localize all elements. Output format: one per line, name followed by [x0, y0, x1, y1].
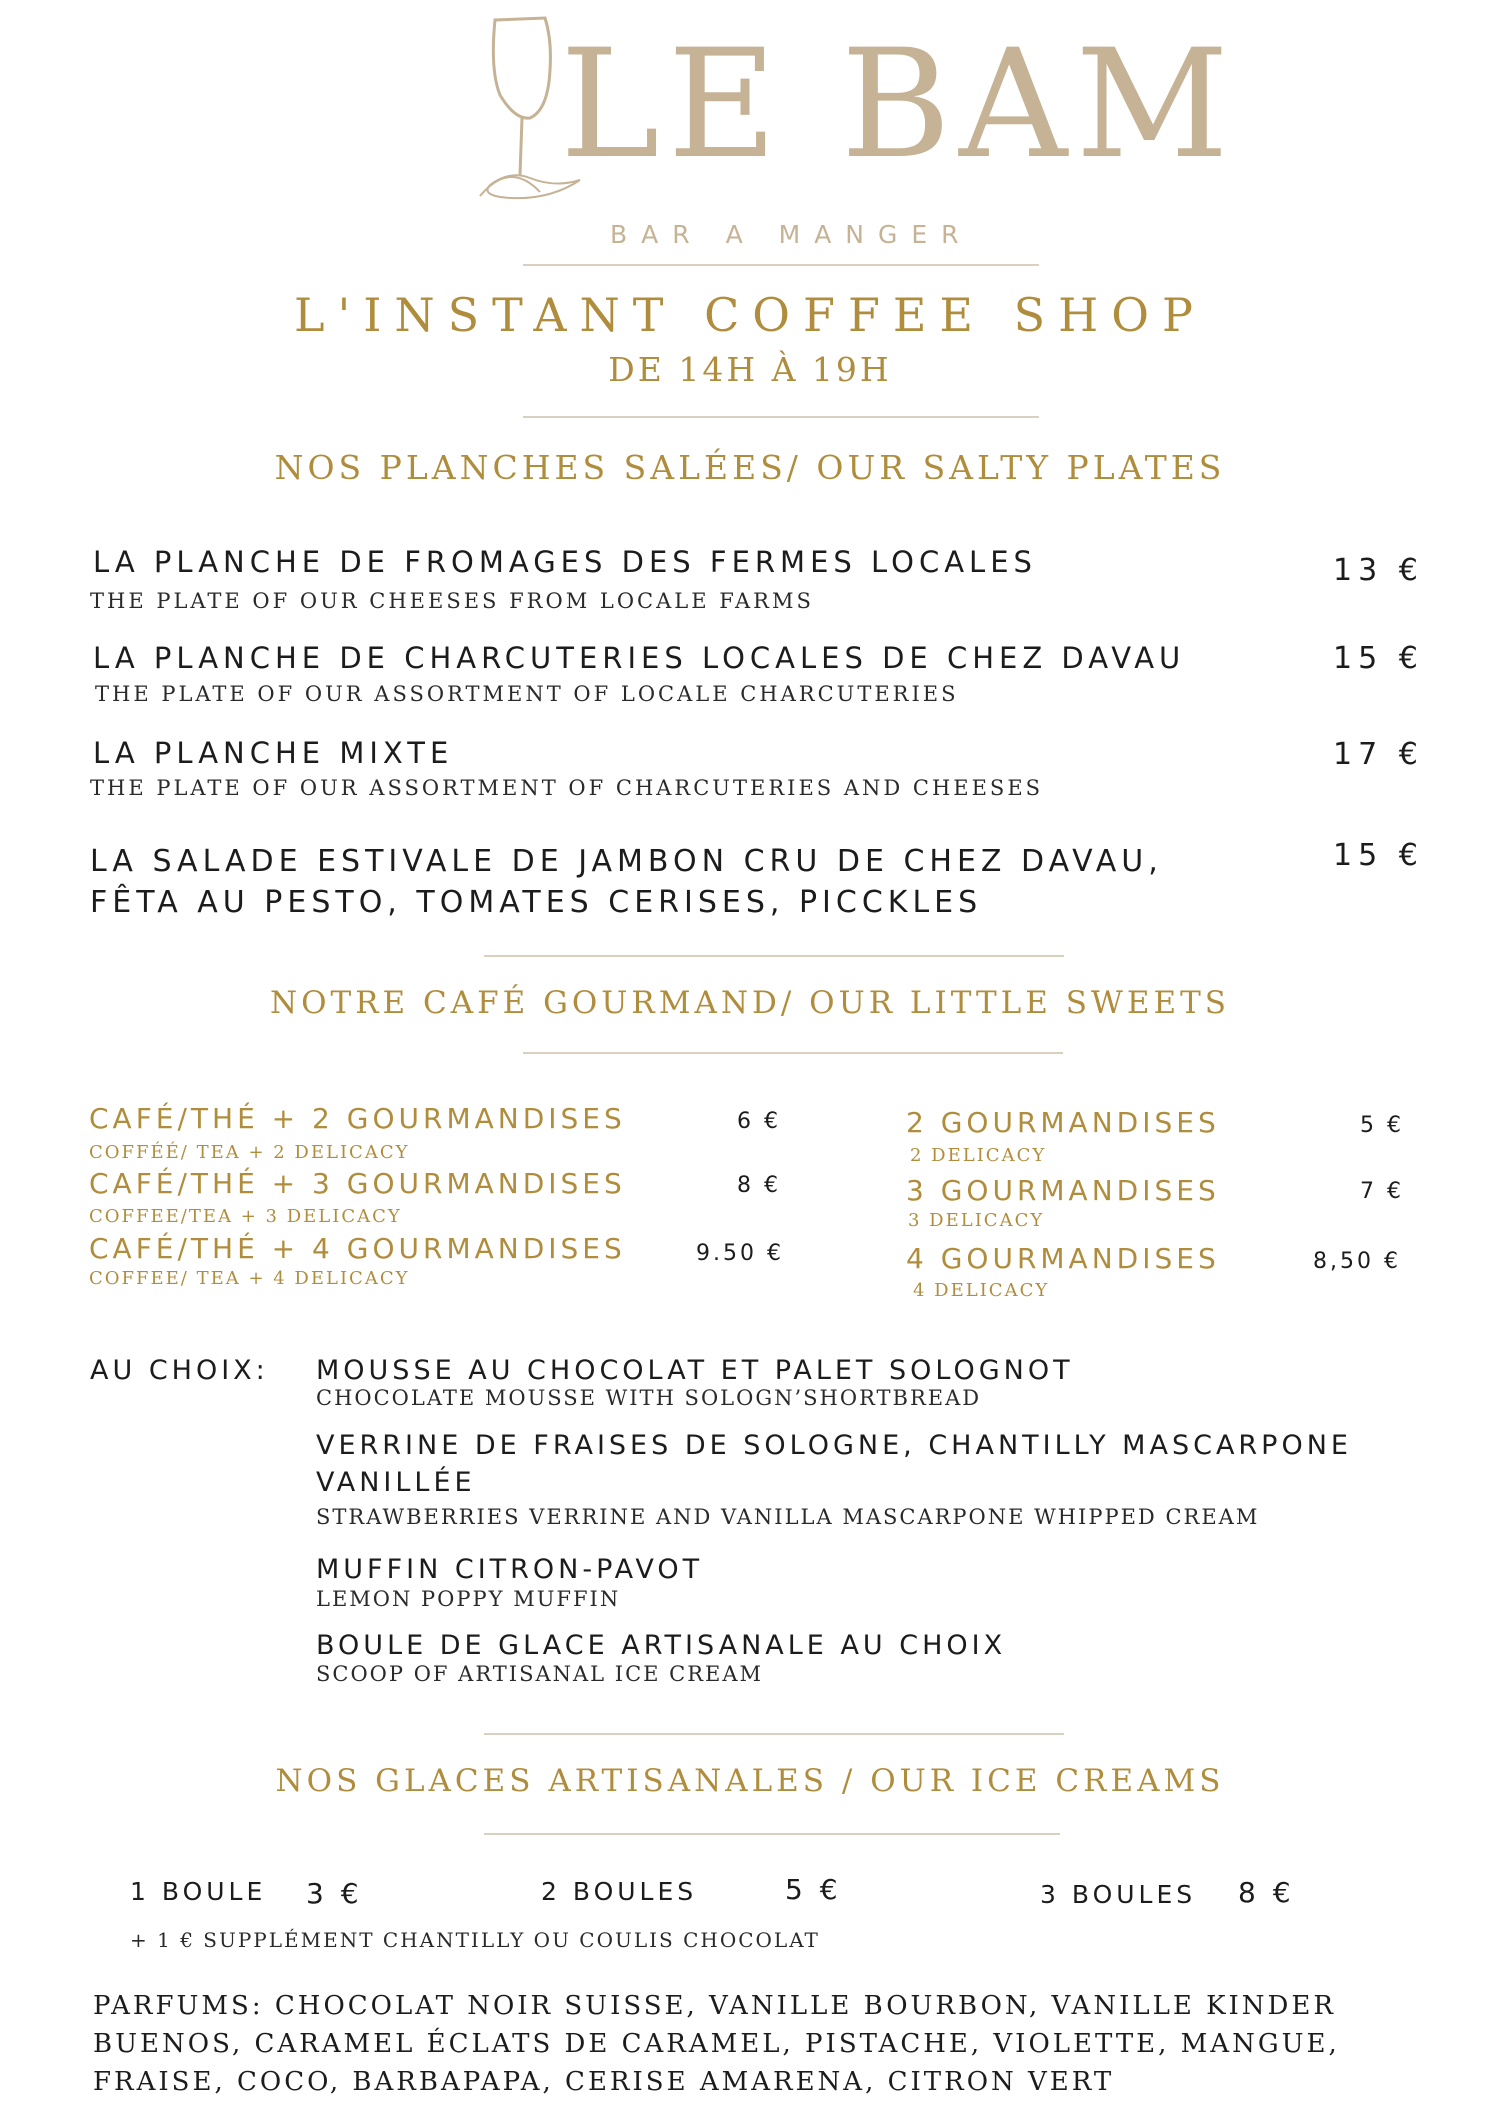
sweet-combo-translation: 3 DELICACY — [908, 1210, 1045, 1231]
ice-option-label: 1 BOULE — [130, 1877, 267, 1906]
sweet-combo-name: 2 GOURMANDISES — [906, 1106, 1220, 1139]
menu-item-price: 13 € — [1333, 553, 1424, 588]
menu-item-name: LA PLANCHE DE CHARCUTERIES LOCALES DE CHEZ DAVAU — [93, 641, 1186, 675]
sweet-combo-name: CAFÉ/THÉ + 4 GOURMANDISES — [89, 1232, 626, 1265]
ice-option-label: 3 BOULES — [1040, 1880, 1197, 1909]
choice-label: AU CHOIX: — [90, 1355, 269, 1386]
sweet-combo-name: 4 GOURMANDISES — [906, 1242, 1220, 1275]
dessert-choice-name: VERRINE DE FRAISES DE SOLOGNE, CHANTILLY MASCARPONE — [316, 1430, 1352, 1461]
sweet-combo-translation: COFFEE/TEA + 3 DELICACY — [89, 1206, 402, 1227]
dessert-choice-translation: LEMON POPPY MUFFIN — [316, 1587, 621, 1611]
dessert-choice-translation: SCOOP OF ARTISANAL ICE CREAM — [316, 1662, 764, 1686]
menu-item-name: LA PLANCHE MIXTE — [93, 736, 454, 770]
supplement-note: + 1 € SUPPLÉMENT CHANTILLY OU COULIS CHOCOLAT — [130, 1928, 820, 1952]
dessert-choice-name: BOULE DE GLACE ARTISANALE AU CHOIX — [316, 1630, 1007, 1661]
flavors-line: BUENOS, CARAMEL ÉCLATS DE CARAMEL, PISTACHE, VIOLETTE, MANGUE, — [93, 2029, 1340, 2059]
ice-option-price: 8 € — [1238, 1876, 1295, 1909]
flavors-list — [93, 1987, 1423, 2101]
sweet-combo-price: 8,50 € — [1313, 1249, 1401, 1274]
sweet-combo-price: 5 € — [1360, 1113, 1404, 1138]
sweet-combo-price: 7 € — [1360, 1179, 1404, 1204]
menu-item-translation: THE PLATE OF OUR ASSORTMENT OF LOCALE CHARCUTERIES — [95, 682, 959, 706]
divider — [523, 264, 1039, 266]
section-heading-salty: NOS PLANCHES SALÉES/ OUR SALTY PLATES — [274, 448, 1226, 487]
menu-item-translation: THE PLATE OF OUR CHEESES FROM LOCALE FARMS — [90, 589, 814, 613]
sweet-combo-price: 6 € — [737, 1109, 781, 1134]
sweet-combo-translation: COFFEE/ TEA + 4 DELICACY — [89, 1268, 410, 1289]
sweet-combo-translation: 2 DELICACY — [910, 1145, 1047, 1166]
sweet-combo-translation: 4 DELICACY — [913, 1280, 1050, 1301]
divider — [484, 1733, 1064, 1735]
logo — [470, 10, 1237, 249]
sweet-combo-translation: COFFÉÉ/ TEA + 2 DELICACY — [89, 1142, 410, 1163]
sweet-combo-name: CAFÉ/THÉ + 3 GOURMANDISES — [89, 1167, 626, 1200]
section-heading-sweets: NOTRE CAFÉ GOURMAND/ OUR LITTLE SWEETS — [269, 985, 1231, 1021]
menu-item-price: 15 € — [1333, 641, 1424, 676]
menu-item-name: LA SALADE ESTIVALE DE JAMBON CRU DE CHEZ DAVAU, — [90, 844, 1163, 879]
menu-item-translation: THE PLATE OF OUR ASSORTMENT OF CHARCUTERIES AND CHEESES — [90, 776, 1044, 800]
sweet-combo-price: 9.50 € — [696, 1241, 784, 1266]
dessert-choice-name: MOUSSE AU CHOCOLAT ET PALET SOLOGNOT — [316, 1355, 1074, 1386]
menu-item-price: 17 € — [1333, 737, 1424, 772]
divider — [523, 416, 1039, 418]
menu-item-name-continued: FÊTA AU PESTO, TOMATES CERISES, PICCKLES — [90, 885, 983, 920]
dessert-choice-translation: STRAWBERRIES VERRINE AND VANILLA MASCARPONE WHIPPED CREAM — [316, 1505, 1260, 1529]
dessert-choice-translation: CHOCOLATE MOUSSE WITH SOLOGN’SHORTBREAD — [316, 1386, 982, 1410]
flavors-line: PARFUMS: CHOCOLAT NOIR SUISSE, VANILLE BOURBON, VANILLE KINDER — [93, 1991, 1336, 2021]
page-title: L'INSTANT COFFEE SHOP — [294, 288, 1206, 342]
opening-hours: DE 14H À 19H — [608, 350, 892, 389]
logo-wordmark: LE BAM — [560, 18, 1237, 192]
flavors-line: FRAISE, COCO, BARBAPAPA, CERISE AMARENA, CITRON VERT — [93, 2067, 1115, 2097]
divider — [484, 955, 1064, 957]
sweet-combo-name: CAFÉ/THÉ + 2 GOURMANDISES — [89, 1102, 626, 1135]
sweet-combo-name: 3 GOURMANDISES — [906, 1174, 1220, 1207]
menu-item-price: 15 € — [1333, 838, 1424, 873]
menu-item-name: LA PLANCHE DE FROMAGES DES FERMES LOCALES — [93, 545, 1037, 579]
section-heading-ice-cream: NOS GLACES ARTISANALES / OUR ICE CREAMS — [275, 1763, 1225, 1799]
ice-option-price: 5 € — [785, 1873, 842, 1906]
logo-tagline: BAR A MANGER — [610, 220, 973, 249]
ice-option-price: 3 € — [306, 1877, 363, 1910]
divider — [523, 1052, 1063, 1054]
dessert-choice-name-continued: VANILLÉE — [316, 1467, 476, 1498]
ice-option-label: 2 BOULES — [541, 1877, 698, 1906]
divider — [484, 1833, 1060, 1835]
sweet-combo-price: 8 € — [737, 1173, 781, 1198]
dessert-choice-name: MUFFIN CITRON-PAVOT — [316, 1554, 704, 1585]
